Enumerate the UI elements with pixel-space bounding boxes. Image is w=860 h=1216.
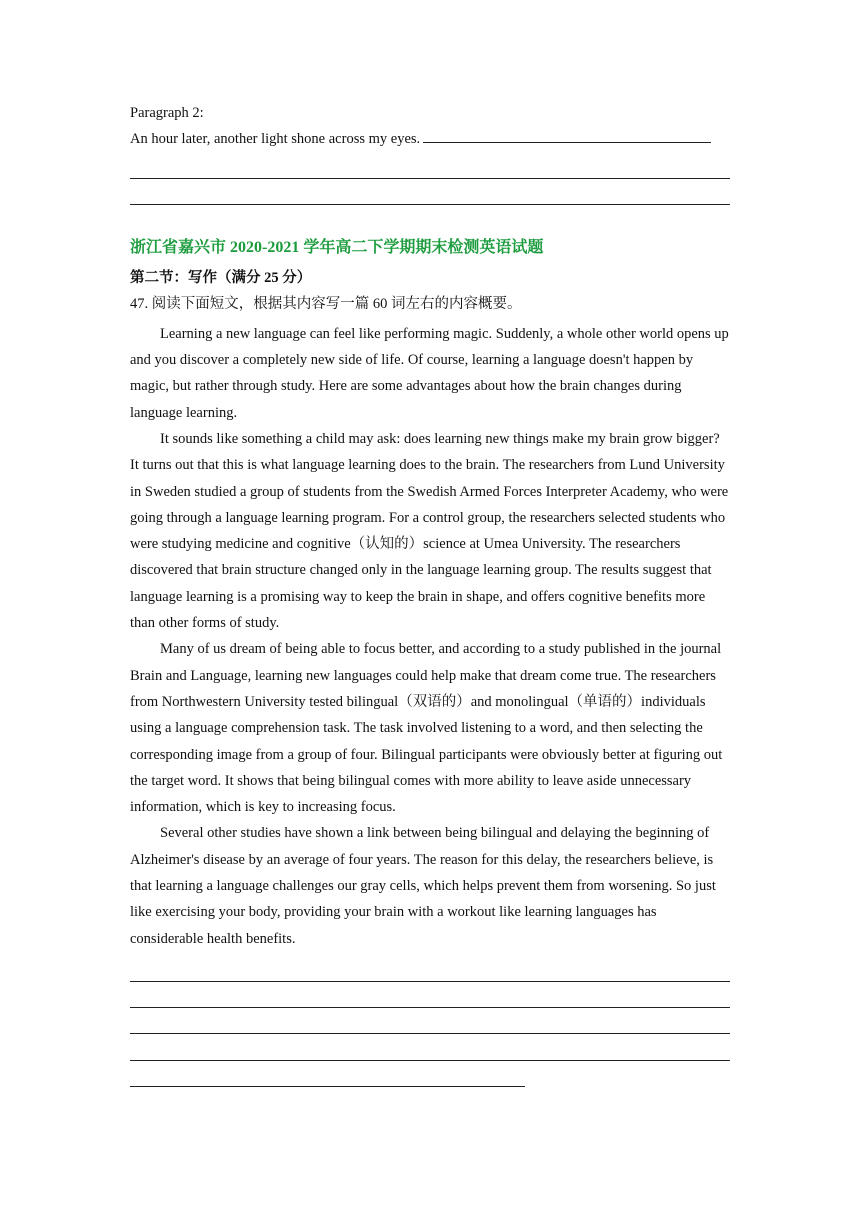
section-heading: 第二节：写作（满分 25 分） (130, 269, 312, 286)
answer-blank-inline[interactable] (423, 128, 711, 143)
summary-answer-line-short[interactable] (130, 1061, 525, 1087)
document-page (130, 0, 730, 1087)
summary-answer-line[interactable] (130, 956, 730, 982)
paragraph2-label: Paragraph 2: (130, 105, 204, 121)
summary-answer-line[interactable] (130, 1034, 730, 1060)
summary-answer-line[interactable] (130, 982, 730, 1008)
passage-paragraph-4: Several other studies have shown a link between being bilingual and delaying the beginning of Alzheimer's disease by an average of four years. The reason for this delay, the researchers believe, is that learning a language challenges our gray cells, which helps prevent them from worsening. So just like exercising your body, providing your brain with a workout like learning languages has considerable health benefits. (130, 825, 716, 947)
passage-paragraph-2: It sounds like something a child may ask: does learning new things make my brain grow bigger? It turns out that this is what language learning does to the brain. The researchers from Lund University in Sweden studied a group of students from the Swedish Armed Forces Interpreter Academy, who were going through a language learning program. For a control group, the researchers selected students who were studying medicine and cognitive（认知的）science at Umea University. The researchers discovered that brain structure changed only in the language learning group. The results suggest that language learning is a promising way to keep the brain in shape, and offers cognitive benefits more than other forms of study. (130, 430, 729, 632)
passage-paragraph-3: Many of us dream of being able to focus better, and according to a study published in the journal Brain and Language, learning new languages could help make that dream come true. The researchers from Northwestern University tested bilingual（双语的）and monolingual（单语的）individuals using a language comprehension task. The task involved listening to a word, and then selecting the corresponding image from a group of four. Bilingual participants were obviously better at figuring out the target word. It shows that being bilingual comes with more ability to leave aside unnecessary information, which is key to increasing focus. (130, 641, 723, 816)
answer-line[interactable] (130, 152, 730, 178)
question-prompt: 47. 阅读下面短文，根据其内容写一篇 60 词左右的内容概要。 (130, 295, 522, 312)
summary-answer-line[interactable] (130, 1008, 730, 1034)
passage-paragraph-1: Learning a new language can feel like performing magic. Suddenly, a whole other world opens up and you discover a completely new side of life. Of course, learning a language doesn't happen by magic, but rather through study. Here are some advantages about how the brain changes during language learning. (130, 325, 729, 421)
answer-line[interactable] (130, 179, 730, 205)
passage (130, 321, 730, 952)
exam-title: 浙江省嘉兴市 2020-2021 学年高二下学期期末检测英语试题 (130, 238, 544, 256)
paragraph2-opening-line (130, 126, 730, 152)
paragraph2-opening-text: An hour later, another light shone across my eyes. (130, 131, 421, 148)
